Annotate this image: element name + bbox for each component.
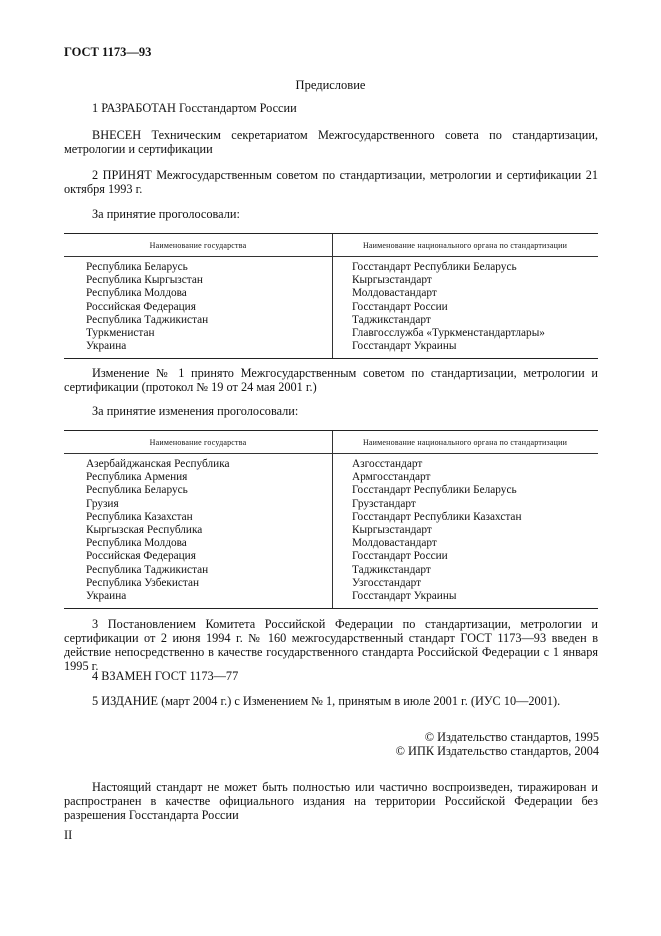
copyright-line-1: © Издательство стандартов, 1995	[424, 730, 599, 744]
vote-label-1: За принятие проголосовали:	[92, 207, 240, 221]
table-cell-body: Главгосслужба «Туркменстандартлары»	[352, 327, 545, 340]
table-cell-body: Госстандарт Украины	[352, 340, 457, 353]
table-header-body: Наименование национального органа по стандартизации	[362, 437, 568, 447]
copyright-line-2: © ИПК Издательство стандартов, 2004	[395, 744, 599, 758]
table-cell-state: Туркменистан	[86, 327, 155, 340]
table-divider	[332, 234, 333, 358]
table-cell-body: Госстандарт Республики Казахстан	[352, 510, 522, 523]
document-code-header: ГОСТ 1173—93	[64, 45, 152, 59]
table-cell-state: Республика Казахстан	[86, 510, 193, 523]
table-header-row	[64, 431, 598, 454]
table-cell-state: Украина	[86, 590, 127, 603]
page-number: II	[64, 828, 73, 842]
table-cell-body: Госстандарт России	[352, 550, 448, 563]
table-cell-body: Молдовастандарт	[352, 287, 437, 300]
paragraph-edition: 5 ИЗДАНИЕ (март 2004 г.) с Изменением № 1, принятым в июле 2001 г. (ИУС 10—2001).	[92, 694, 561, 708]
state-column	[64, 458, 332, 603]
voting-table-1	[64, 233, 598, 359]
table-cell-body: Азгосстандарт	[352, 458, 423, 470]
table-cell-state: Республика Армения	[86, 471, 188, 484]
table-header-body: Наименование национального органа по стандартизации	[362, 240, 568, 250]
paragraph-adopted: 2 ПРИНЯТ Межгосударственным советом по стандартизации, метрологии и сертификации 21 октября 1993 г.	[64, 168, 598, 196]
paragraph-resolution: 3 Постановлением Комитета Российской Федерации по стандартизации, метрологии и сертификации от 2 июня 1994 г. № 160 межгосударственный стандарт ГОСТ 1173—93 введен в действие непосредственно в качестве государственного стандарта Российской Федерации с 1 января 1995 г.	[64, 617, 598, 673]
table-cell-body: Узгосстандарт	[352, 576, 422, 589]
table-cell-state: Украина	[86, 340, 127, 353]
table-cell-state: Республика Таджикистан	[86, 563, 209, 576]
table-divider	[332, 431, 333, 608]
table-cell-state: Российская Федерация	[86, 300, 196, 313]
table-header-row	[64, 234, 598, 257]
table-cell-body: Армгосстандарт	[352, 471, 431, 484]
table-cell-state: Республика Узбекистан	[86, 576, 200, 589]
table-body	[64, 257, 598, 358]
table-cell-body: Кыргызстандарт	[352, 524, 432, 537]
table-cell-state: Республика Кыргызстан	[86, 274, 203, 287]
table-cell-body: Таджикстандарт	[352, 563, 431, 576]
table-cell-state: Республика Молдова	[86, 287, 187, 300]
paragraph-introduced: ВНЕСЕН Техническим секретариатом Межгосударственного совета по стандартизации, метрологии и сертификации	[64, 128, 598, 156]
table-cell-state: Российская Федерация	[86, 550, 196, 563]
table-cell-state: Республика Беларусь	[86, 261, 188, 273]
body-column	[332, 261, 598, 353]
paragraph-amendment: Изменение № 1 принято Межгосударственным советом по стандартизации, метрологии и сертификации (протокол № 19 от 24 мая 2001 г.)	[64, 366, 598, 394]
table-cell-state: Кыргызская Республика	[86, 524, 203, 537]
table-cell-state: Грузия	[86, 497, 119, 510]
table-header-state: Наименование государства	[149, 240, 247, 250]
table-cell-body: Молдовастандарт	[352, 537, 437, 550]
vote-label-2: За принятие изменения проголосовали:	[92, 404, 299, 418]
table-cell-state: Республика Молдова	[86, 537, 187, 550]
paragraph-reproduction-notice: Настоящий стандарт не может быть полностью или частично воспроизведен, тиражирован и распространен в качестве официального издания на территории Российской Федерации без разрешения Госстандарта России	[64, 780, 598, 822]
table-cell-body: Таджикстандарт	[352, 313, 431, 326]
table-cell-body: Госстандарт Украины	[352, 590, 457, 603]
table-cell-body: Кыргызстандарт	[352, 274, 432, 287]
table-body	[64, 454, 598, 608]
paragraph-replaces: 4 ВЗАМЕН ГОСТ 1173—77	[92, 669, 239, 683]
table-cell-state: Республика Беларусь	[86, 484, 188, 497]
table-cell-state: Азербайджанская Республика	[86, 458, 230, 470]
body-column	[332, 458, 598, 603]
preface-title: Предисловие	[295, 78, 366, 92]
voting-table-2	[64, 430, 598, 609]
state-column	[64, 261, 332, 353]
table-header-state: Наименование государства	[149, 437, 247, 447]
table-cell-body: Грузстандарт	[352, 497, 416, 510]
table-cell-body: Госстандарт Республики Беларусь	[352, 484, 517, 497]
table-cell-body: Госстандарт России	[352, 300, 448, 313]
table-cell-state: Республика Таджикистан	[86, 313, 209, 326]
paragraph-developed: 1 РАЗРАБОТАН Госстандартом России	[92, 101, 297, 115]
table-cell-body: Госстандарт Республики Беларусь	[352, 261, 517, 273]
